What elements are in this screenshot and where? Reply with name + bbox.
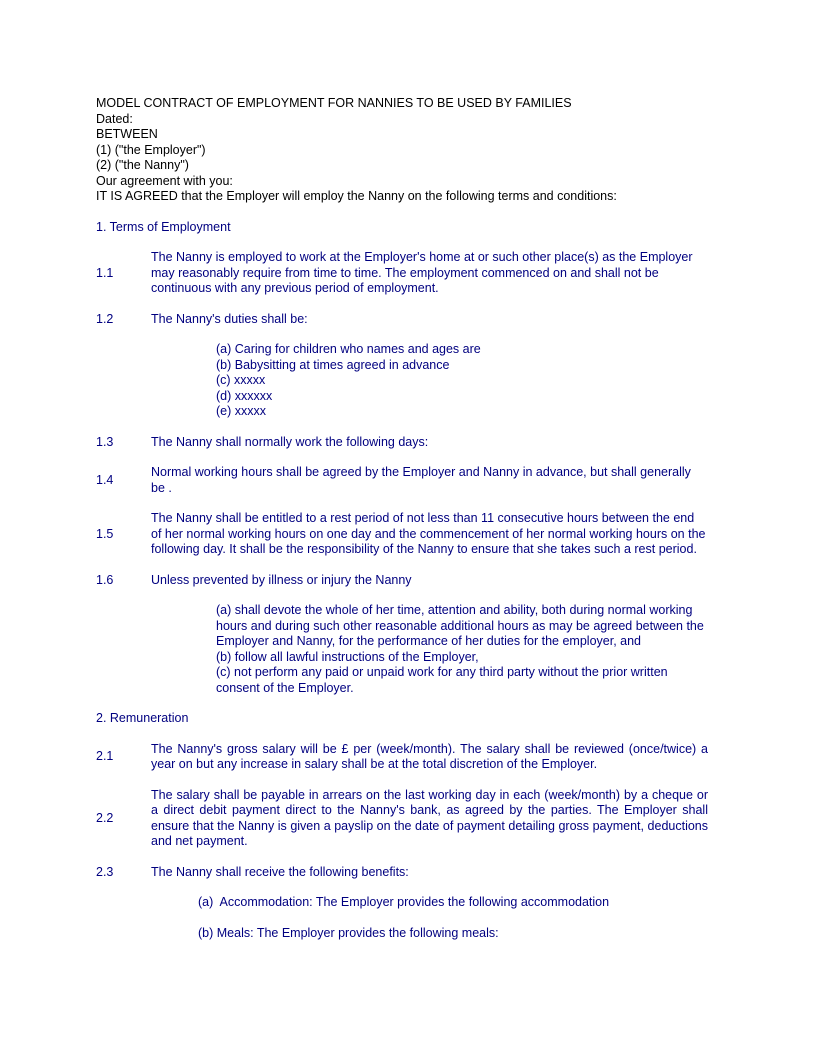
clause-text: The Nanny shall be entitled to a rest period of not less than 11 consecutive hours between the end of her normal working hours on one day and the commencement of her normal working hours on the following day. It shall be the responsibility of the Nanny to ensure that she takes such a rest period. bbox=[151, 511, 706, 556]
list-item-duty-a: (a) Caring for children who names and ages are bbox=[216, 342, 481, 356]
dated-line: Dated: bbox=[96, 111, 133, 126]
list-item-benefit-meals: (b) Meals: The Employer provides the following meals: bbox=[198, 925, 499, 940]
clause-2-2 bbox=[96, 788, 708, 850]
agreed-line: IT IS AGREED that the Employer will employ the Nanny on the following terms and conditions: bbox=[96, 189, 617, 203]
clause-text: The Nanny's gross salary will be £ per (week/month). The salary shall be reviewed (once/twice) a year on but any increase in salary shall be at the total discretion of the Employer. bbox=[151, 741, 708, 771]
duties-list bbox=[216, 342, 708, 420]
clause-text: Normal working hours shall be agreed by the Employer and Nanny in advance, but shall generally be . bbox=[151, 465, 691, 495]
party-employer-line: (1) ("the Employer") bbox=[96, 142, 206, 157]
party-nanny-line: (2) ("the Nanny") bbox=[96, 158, 189, 172]
clause-text: The salary shall be payable in arrears on the last working day in each (week/month) by a cheque or a direct debit payment direct to the Nanny's bank, as agreed by the parties. The Employer shall ensure that the Nanny is given a payslip on the date of payment detailing gross payment, deductions and net payment. bbox=[151, 787, 708, 848]
clause-2-1 bbox=[96, 742, 708, 773]
clause-number: 1.1 bbox=[96, 265, 114, 280]
clause-number: 2.3 bbox=[96, 864, 114, 879]
document-header bbox=[96, 96, 708, 205]
clause-1-4 bbox=[96, 465, 708, 496]
list-item-obligation-c: (c) not perform any paid or unpaid work for any third party without the prior written consent of the Employer. bbox=[216, 665, 672, 695]
clause-text: The Nanny shall normally work the following days: bbox=[151, 434, 429, 449]
between-line: BETWEEN bbox=[96, 127, 158, 141]
clause-1-2 bbox=[96, 312, 708, 328]
clause-number: 2.1 bbox=[96, 749, 114, 764]
clause-number: 2.2 bbox=[96, 810, 114, 825]
document-title: MODEL CONTRACT OF EMPLOYMENT FOR NANNIES TO BE USED BY FAMILIES bbox=[96, 96, 572, 110]
clause-1-3 bbox=[96, 435, 708, 451]
clause-1-6 bbox=[96, 573, 708, 589]
list-item-duty-c: (c) xxxxx bbox=[216, 373, 266, 387]
list-item-obligation-b: (b) follow all lawful instructions of the Employer, bbox=[216, 649, 479, 664]
list-item-duty-d: (d) xxxxxx bbox=[216, 388, 273, 403]
clause-text: Unless prevented by illness or injury the Nanny bbox=[151, 572, 412, 587]
clause-text: The Nanny shall receive the following benefits: bbox=[151, 864, 409, 879]
clause-number: 1.3 bbox=[96, 434, 114, 449]
clause-1-1 bbox=[96, 250, 708, 297]
section-heading-terms-of-employment: 1. Terms of Employment bbox=[96, 219, 231, 234]
clause-text: The Nanny is employed to work at the Employer's home at or such other place(s) as the Employer may reasonably require from time to time. The employment commenced on and shall not be continuous with any previous period of employment. bbox=[151, 250, 693, 295]
clause-number: 1.6 bbox=[96, 572, 114, 587]
list-item-benefit-accommodation: (a) Accommodation: The Employer provides the following accommodation bbox=[198, 895, 610, 909]
clause-1-5 bbox=[96, 511, 708, 558]
list-item-duty-e: (e) xxxxx bbox=[216, 404, 266, 418]
agreement-intro-line: Our agreement with you: bbox=[96, 173, 233, 188]
section-heading-remuneration: 2. Remuneration bbox=[96, 711, 189, 725]
clause-number: 1.2 bbox=[96, 311, 114, 326]
clause-text: The Nanny's duties shall be: bbox=[151, 311, 308, 326]
nanny-obligations-list bbox=[216, 603, 708, 696]
list-item-obligation-a: (a) shall devote the whole of her time, attention and ability, both during normal working hours and during such other reasonable additional hours as may be agreed between the Employer and Nanny, for the performance of her duties for the employer, and bbox=[216, 603, 708, 648]
benefits-list bbox=[198, 895, 708, 941]
clause-number: 1.5 bbox=[96, 526, 114, 541]
list-item-duty-b: (b) Babysitting at times agreed in advance bbox=[216, 357, 450, 372]
clause-number: 1.4 bbox=[96, 472, 114, 487]
clause-2-3 bbox=[96, 865, 708, 881]
